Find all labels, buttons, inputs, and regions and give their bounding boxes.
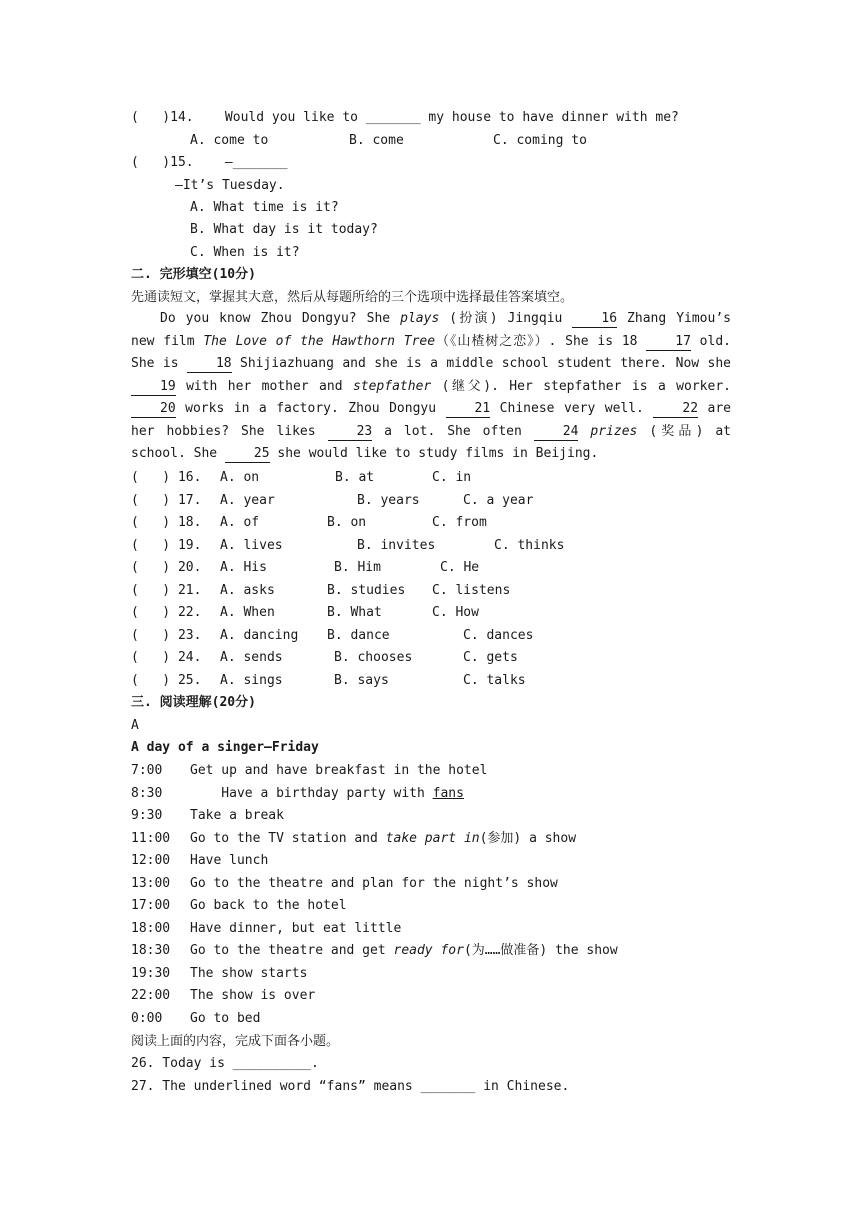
- cloze-question-number: ( ) 24.: [131, 650, 202, 665]
- cloze-option-b: B. on: [327, 515, 367, 530]
- schedule-time: 0:00: [131, 1010, 163, 1026]
- part-a-label: A: [131, 718, 139, 733]
- schedule-activity: Go to the TV station and take part in(参加) a show: [190, 830, 577, 846]
- schedule-activity: Go to bed: [190, 1010, 261, 1026]
- schedule-activity: The show is over: [190, 988, 316, 1003]
- question-27: 27. The underlined word “fans” means _______ in Chinese.: [131, 1079, 570, 1094]
- cloze-option-a: A. lives: [220, 537, 283, 553]
- schedule-activity: Have dinner, but eat little: [190, 920, 402, 936]
- q14-option-b: B. come: [349, 133, 404, 148]
- cloze-option-c: C. thinks: [494, 537, 565, 553]
- schedule-time: 7:00: [131, 763, 163, 778]
- cloze-option-c: C. listens: [432, 582, 511, 598]
- cloze-option-b: B. Him: [334, 560, 381, 575]
- schedule-time: 9:30: [131, 808, 163, 823]
- section-2-instruction: 先通读短文，掌握其大意，然后从每题所给的三个选项中选择最佳答案填空。: [131, 290, 574, 305]
- cloze-question-number: ( ) 25.: [131, 672, 202, 688]
- cloze-option-c: C. gets: [463, 650, 518, 665]
- schedule-time: 12:00: [131, 853, 171, 868]
- cloze-option-c: C. How: [432, 605, 479, 620]
- cloze-option-b: B. invites: [357, 537, 436, 553]
- cloze-option-a: A. year: [220, 492, 275, 508]
- cloze-option-a: A. on: [220, 470, 260, 485]
- blank-19: 19: [131, 379, 176, 396]
- schedule-activity: Have a birthday party with fans: [190, 785, 464, 801]
- cloze-option-a: A. sings: [220, 672, 283, 688]
- cloze-option-a: A. dancing: [220, 627, 299, 643]
- cloze-option-b: B. What: [327, 605, 382, 620]
- blank-23: 23: [328, 424, 373, 441]
- q14-option-a: A. come to: [190, 133, 269, 148]
- cloze-option-c: C. dances: [463, 627, 534, 643]
- cloze-option-a: A. of: [220, 515, 260, 530]
- schedule-activity: Go back to the hotel: [190, 898, 347, 913]
- cloze-question-number: ( ) 20.: [131, 560, 202, 575]
- q15-reply: —It’s Tuesday.: [175, 178, 285, 193]
- blank-22: 22: [653, 401, 698, 418]
- cloze-option-b: B. at: [335, 470, 375, 485]
- question-15: ( )15. —_______: [131, 155, 288, 170]
- reading-instruction: 阅读上面的内容，完成下面各小题。: [131, 1034, 340, 1049]
- blank-25: 25: [225, 446, 270, 463]
- cloze-question-number: ( ) 23.: [131, 627, 202, 643]
- schedule-time: 13:00: [131, 875, 171, 891]
- schedule-activity: Take a break: [190, 808, 284, 823]
- blank-16: 16: [572, 311, 617, 328]
- section-3-title: 三. 阅读理解(20分): [131, 695, 256, 710]
- blank-17: 17: [646, 334, 691, 351]
- cloze-option-c: C. talks: [463, 672, 526, 688]
- blank-24: 24: [534, 424, 579, 441]
- cloze-option-b: B. studies: [327, 582, 406, 598]
- cloze-option-b: B. chooses: [334, 650, 413, 665]
- cloze-question-number: ( ) 19.: [131, 537, 202, 553]
- q15-option-a: A. What time is it?: [190, 200, 339, 215]
- cloze-question-number: ( ) 22.: [131, 605, 202, 620]
- cloze-option-c: C. a year: [463, 492, 534, 508]
- blank-21: 21: [446, 401, 491, 418]
- cloze-option-b: B. years: [357, 492, 420, 508]
- schedule-time: 19:30: [131, 965, 171, 981]
- schedule-activity: The show starts: [190, 965, 308, 981]
- q15-option-c: C. When is it?: [190, 245, 300, 260]
- cloze-option-b: B. dance: [327, 627, 390, 643]
- schedule-title: A day of a singer—Friday: [131, 740, 319, 755]
- cloze-option-a: A. sends: [220, 650, 283, 665]
- cloze-option-a: A. When: [220, 605, 275, 620]
- cloze-option-c: C. from: [432, 515, 487, 530]
- q15-option-b: B. What day is it today?: [190, 222, 378, 237]
- cloze-question-number: ( ) 18.: [131, 515, 202, 530]
- schedule-time: 17:00: [131, 898, 171, 913]
- section-2-title: 二. 完形填空(10分): [131, 267, 256, 282]
- cloze-option-b: B. says: [334, 672, 389, 688]
- cloze-option-a: A. His: [220, 560, 267, 575]
- cloze-option-c: C. in: [432, 470, 472, 485]
- question-26: 26. Today is __________.: [131, 1056, 319, 1071]
- blank-20: 20: [131, 401, 176, 418]
- schedule-activity: Go to the theatre and get ready for(为……做准备) the show: [190, 943, 618, 958]
- schedule-activity: Go to the theatre and plan for the night’s show: [190, 875, 558, 891]
- cloze-option-c: C. He: [440, 560, 480, 575]
- schedule-time: 8:30: [131, 785, 163, 801]
- blank-18: 18: [187, 356, 232, 373]
- schedule-time: 18:00: [131, 920, 171, 936]
- schedule-time: 18:30: [131, 943, 171, 958]
- schedule-activity: Have lunch: [190, 853, 269, 868]
- q14-option-c: C. coming to: [493, 133, 587, 148]
- schedule-time: 22:00: [131, 988, 171, 1003]
- cloze-question-number: ( ) 21.: [131, 582, 202, 598]
- cloze-passage: Do you know Zhou Dongyu? She plays (扮演) Jingqiu 16 Zhang Yimou’s new film The Love of the Hawthorn Tree（《山楂树之恋》）. She is 18 17 old. She is 18 Shijiazhuang and she is a middle school student there. Now she 19 with her mother and stepfather (继父). Her stepfather is a worker. 20 works in a factory. Zhou Dongyu 21 Chinese very well. 22 are her hobbies? She likes 23 a lot. She often 24 prizes (奖品) at school. She 25 she would like to study films in Beijing.: [131, 311, 732, 461]
- schedule-time: 11:00: [131, 830, 171, 846]
- schedule-activity: Get up and have breakfast in the hotel: [190, 763, 488, 778]
- cloze-option-a: A. asks: [220, 582, 275, 598]
- question-14: ( )14. Would you like to _______ my house to have dinner with me?: [131, 110, 679, 125]
- cloze-question-number: ( ) 17.: [131, 492, 202, 508]
- cloze-question-number: ( ) 16.: [131, 470, 202, 485]
